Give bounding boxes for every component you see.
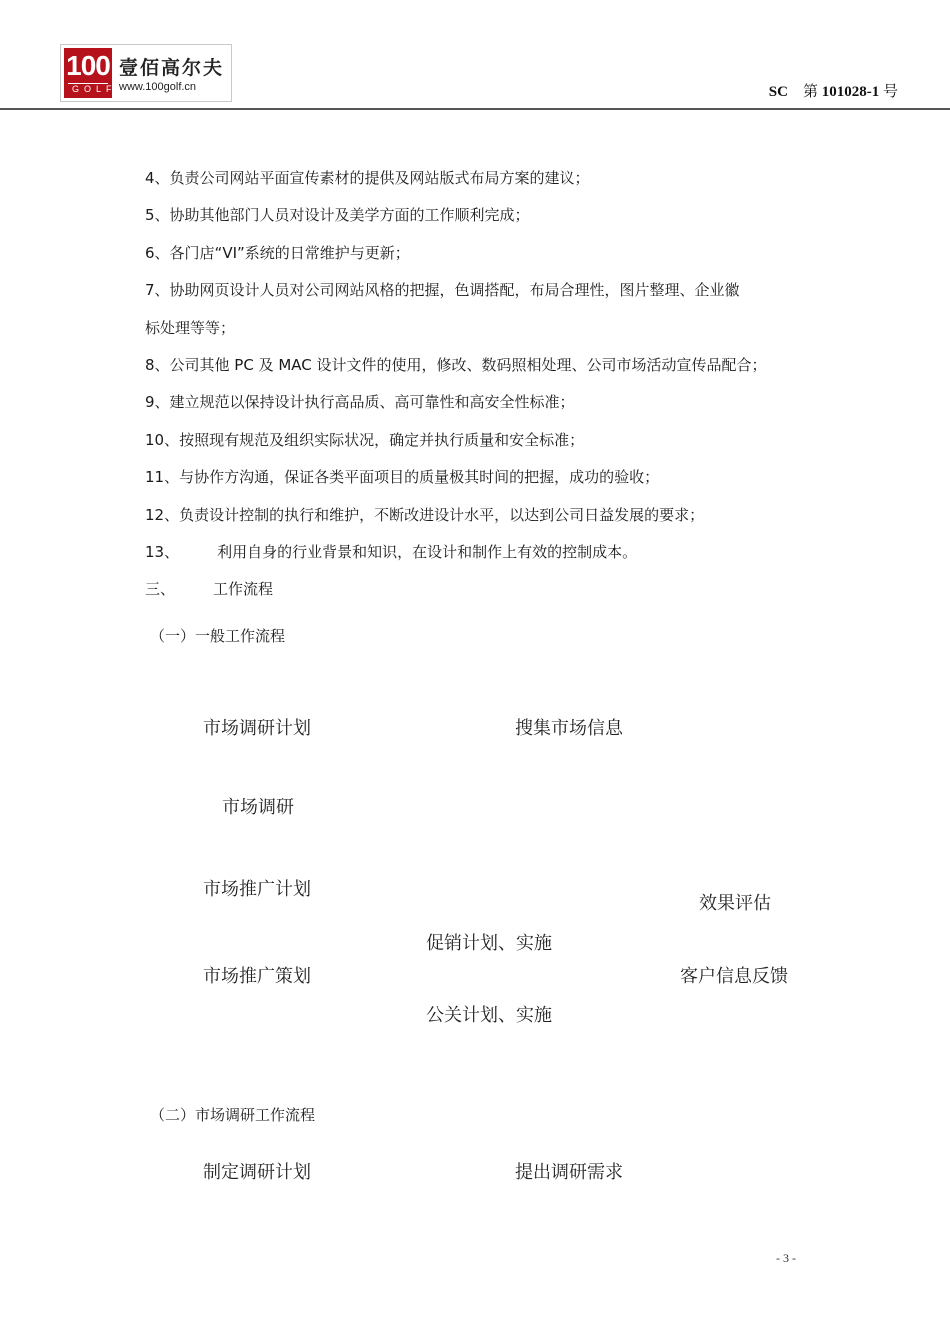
flow-node-market-research-plan: 市场调研计划	[203, 718, 311, 739]
flow-node-make-research-plan: 制定调研计划	[203, 1162, 311, 1183]
flow-node-customer-feedback: 客户信息反馈	[680, 966, 788, 987]
flow-node-promotion-plan-impl: 促销计划、实施	[426, 933, 552, 954]
flow1-heading: （一）一般工作流程	[150, 627, 286, 645]
list-item: 5、协助其他部门人员对设计及美学方面的工作顺利完成；	[145, 206, 530, 225]
list-item: 12、负责设计控制的执行和维护，不断改进设计水平，以达到公司日益发展的要求；	[145, 505, 705, 524]
list-item: 标处理等等；	[145, 318, 236, 337]
logo-mark	[64, 48, 117, 98]
flow-node-pr-plan-impl: 公关计划、实施	[426, 1005, 552, 1026]
list-item: 10、按照现有规范及组织实际状况，确定并执行质量和安全标准；	[145, 430, 585, 449]
logo-company-name: 壹佰高尔夫	[119, 57, 225, 79]
list-item: 6、各门店“VI”系统的日常维护与更新；	[145, 243, 410, 262]
list-item: 4、负责公司网站平面宣传素材的提供及网站版式布局方案的建议；	[145, 169, 590, 187]
list-item-13	[145, 534, 825, 571]
flow-node-market-promotion-strategy: 市场推广策划	[203, 966, 311, 987]
logo-url: www.100golf.cn	[119, 81, 197, 93]
list-item: 8、公司其他 PC 及 MAC 设计文件的使用，修改、数码照相处理、公司市场活动宣传品配合；	[145, 356, 767, 375]
item-13-text: 利用自身的行业背景和知识，在设计和制作上有效的控制成本。	[217, 543, 638, 562]
duties-list	[145, 160, 825, 609]
doc-prefix: SC	[768, 84, 788, 100]
company-logo	[60, 44, 232, 102]
page-number: - 3 -	[776, 1251, 796, 1265]
flow2-heading: （二）市场调研工作流程	[150, 1106, 316, 1124]
document-number	[769, 80, 898, 101]
section-title: 工作流程	[213, 580, 274, 599]
list-item: 9、建立规范以保持设计执行高品质、高可靠性和高安全性标准；	[145, 393, 575, 412]
flow-node-market-promotion-plan: 市场推广计划	[203, 879, 311, 900]
doc-code: 101028-1	[821, 84, 880, 100]
flow-node-effect-evaluation: 效果评估	[699, 893, 771, 914]
flow-node-propose-research-needs: 提出调研需求	[515, 1162, 623, 1183]
list-item: 11、与协作方沟通，保证各类平面项目的质量极其时间的把握，成功的验收；	[145, 468, 660, 487]
doc-suffix: 号	[882, 84, 898, 100]
doc-word: 第	[802, 84, 818, 100]
section-number: 三、	[145, 580, 176, 599]
list-item: 7、协助网页设计人员对公司网站风格的把握，色调搭配，布局合理性，图片整理、企业徽	[145, 281, 740, 300]
flow-node-market-research: 市场调研	[222, 797, 294, 818]
header-divider	[0, 108, 950, 110]
logo-number: 100	[66, 50, 110, 81]
item-13-number: 13、	[145, 543, 180, 562]
logo-golf-text: GOLF	[68, 83, 108, 95]
flow-node-collect-market-info: 搜集市场信息	[515, 718, 623, 739]
section-heading	[145, 571, 825, 608]
